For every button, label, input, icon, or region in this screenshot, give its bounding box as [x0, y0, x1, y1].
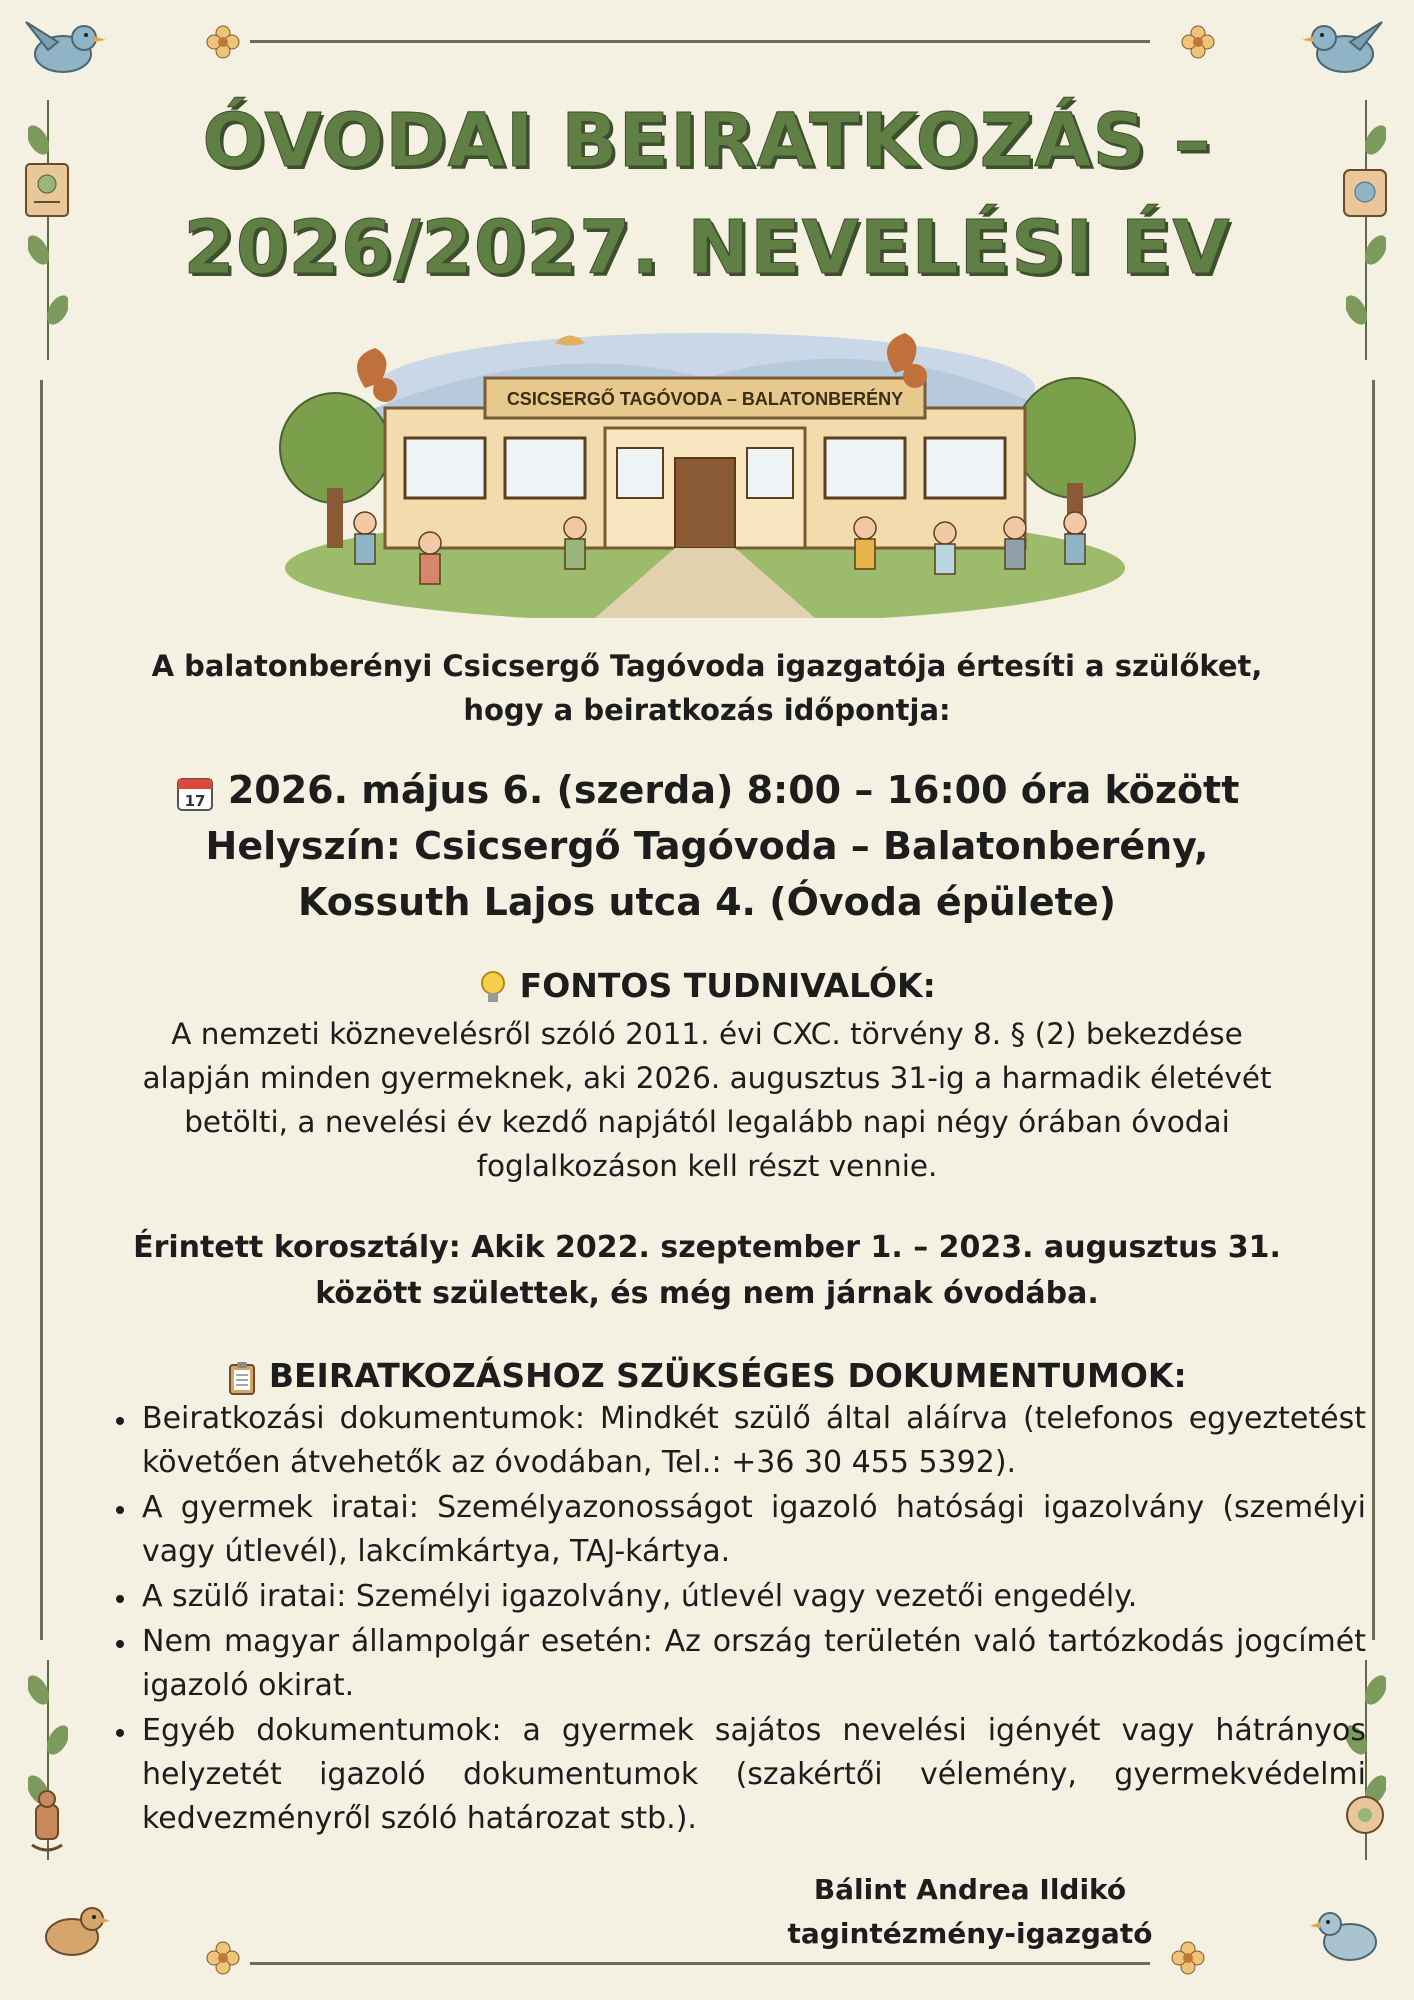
date-line: [100, 762, 1314, 818]
list-item: • A szülő iratai: Személyi igazolvány, útlevél vagy vezetői engedély.: [138, 1575, 1366, 1619]
signature-block: [700, 1868, 1240, 1956]
important-line: foglalkozáson kell részt vennie.: [476, 1149, 938, 1183]
calendar-icon: [175, 773, 215, 813]
frame-right-line: [1372, 380, 1375, 1640]
bird-icon: [1310, 1900, 1390, 1970]
important-heading-text: FONTOS TUDNIVALÓK:: [519, 966, 936, 1005]
flower-icon: [205, 24, 241, 60]
date-text: 2026. május 6. (szerda) 8:00 – 16:00 óra között: [227, 768, 1240, 812]
bird-icon: [1300, 12, 1390, 82]
affected-age-group: [100, 1225, 1314, 1317]
svg-text:17: 17: [184, 791, 206, 810]
documents-list: [100, 1397, 1366, 1842]
location-line-2: Kossuth Lajos utca 4. (Óvoda épülete): [298, 880, 1116, 924]
list-item: • A gyermek iratai: Személyazonosságot igazoló hatósági igazolvány (személyi vagy útlevél), lakcímkártya, TAJ-kártya.: [138, 1486, 1366, 1574]
affected-line-2: között születtek, és még nem járnak óvodába.: [315, 1276, 1099, 1311]
intro-text: [100, 644, 1314, 732]
documents-heading: [100, 1356, 1314, 1396]
signature-title: tagintézmény-igazgató: [787, 1917, 1153, 1950]
important-heading: [100, 966, 1314, 1006]
intro-line-1: A balatonberényi Csicsergő Tagóvoda igazgatója értesíti a szülőket,: [151, 649, 1263, 683]
building-sign: CSICSERGŐ TAGÓVODA – BALATONBERÉNY: [506, 389, 904, 409]
bird-icon: [30, 1895, 110, 1965]
title-line-1: ÓVODAI BEIRATKOZÁS –: [202, 98, 1212, 184]
rocking-horse-icon: [22, 1785, 72, 1855]
clipboard-icon: [227, 1360, 257, 1396]
location-line-1: Helyszín: Csicsergő Tagóvoda – Balatonberény,: [205, 824, 1209, 868]
important-paragraph: [80, 1012, 1334, 1188]
signature-name: Bálint Andrea Ildikó: [813, 1873, 1127, 1906]
list-item: • Egyéb dokumentumok: a gyermek sajátos nevelési igényét vagy hátrányos helyzetét igazoló dokumentumok (szakértői vélemény, gyermekvédelmi kedvezményről szóló határozat stb.).: [138, 1709, 1366, 1841]
lightbulb-icon: [478, 970, 508, 1006]
kindergarten-illustration: [255, 318, 1155, 618]
list-item: • Beiratkozási dokumentumok: Mindkét szülő által aláírva (telefonos egyeztetést követően átvehetők az óvodában, Tel.: +36 30 455 5392).: [138, 1397, 1366, 1485]
important-line: alapján minden gyermeknek, aki 2026. augusztus 31-ig a harmadik életévét: [142, 1061, 1272, 1095]
frame-top-line: [250, 40, 1150, 43]
affected-line-1: Érintett korosztály: Akik 2022. szeptember 1. – 2023. augusztus 31.: [133, 1230, 1281, 1265]
frame-left-line: [40, 380, 43, 1640]
title-line-2: 2026/2027. NEVELÉSI ÉV: [183, 205, 1231, 291]
important-line: betölti, a nevelési év kezdő napjától legalább napi négy órában óvodai: [184, 1105, 1230, 1139]
bird-icon: [18, 12, 108, 82]
important-line: A nemzeti köznevelésről szóló 2011. évi CXC. törvény 8. § (2) bekezdése: [171, 1017, 1243, 1051]
documents-heading-text: BEIRATKOZÁSHOZ SZÜKSÉGES DOKUMENTUMOK:: [268, 1356, 1187, 1395]
flower-icon: [205, 1940, 241, 1976]
list-item: • Nem magyar állampolgár esetén: Az ország területén való tartózkodás jogcímét igazoló okirat.: [138, 1620, 1366, 1708]
flower-icon: [1180, 24, 1216, 60]
intro-line-2: hogy a beiratkozás időpontja:: [463, 693, 951, 727]
date-location-block: [100, 762, 1314, 930]
frame-bottom-line: [250, 1962, 1150, 1965]
